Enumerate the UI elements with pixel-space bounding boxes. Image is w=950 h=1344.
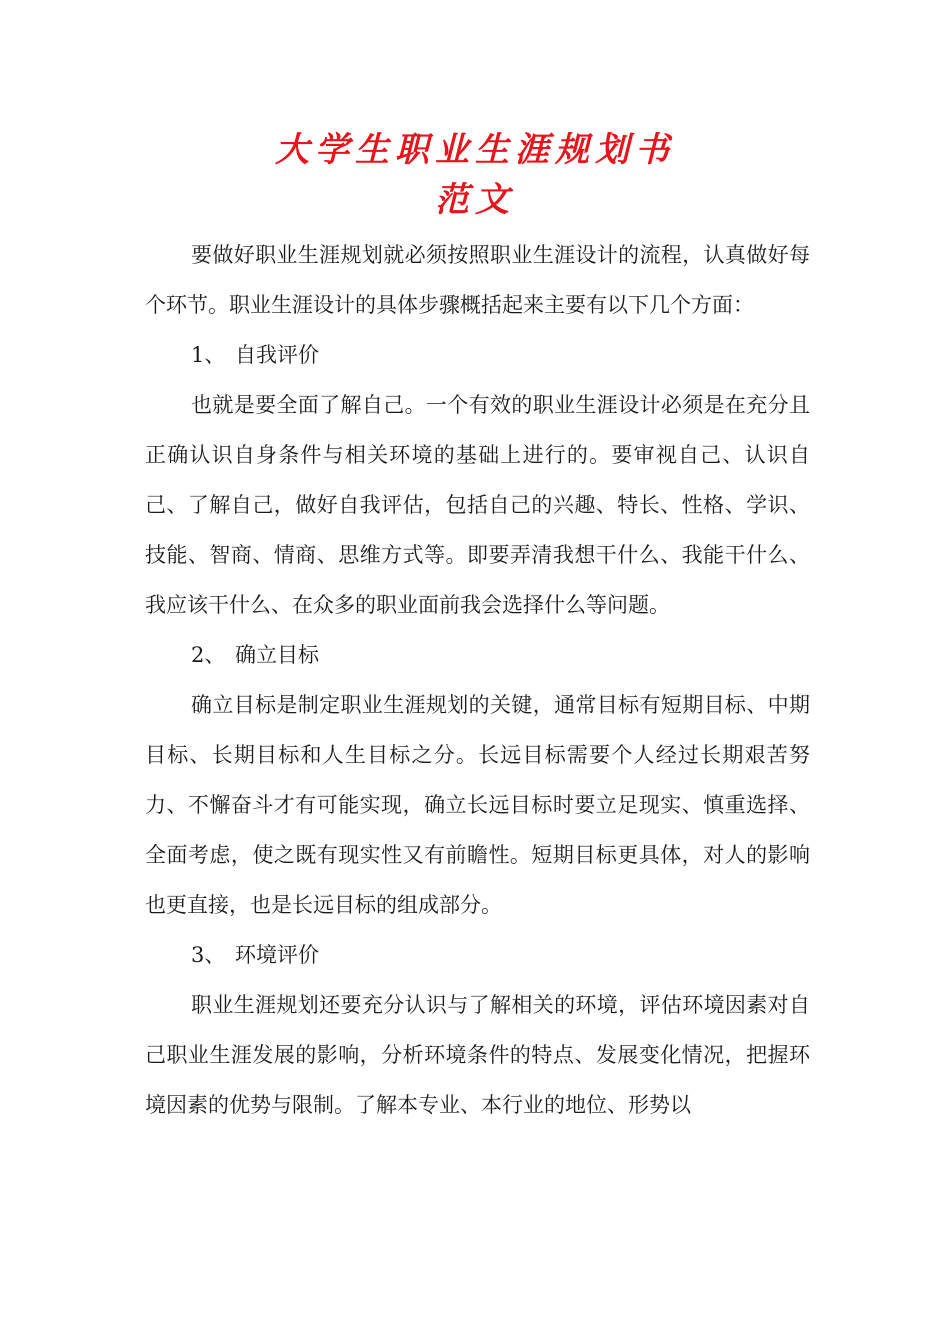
section-title: 环境评价 bbox=[235, 943, 319, 967]
section-title: 确立目标 bbox=[235, 643, 319, 667]
document-title: 大学生职业生涯规划书 bbox=[275, 130, 675, 170]
section-paragraph-3: 职业生涯规划还要充分认识与了解相关的环境，评估环境因素对自己职业生涯发展的影响，分析环境条件的特点、发展变化情况，把握环境因素的优势与限制。了解本专业、本行业的地位、形势以 bbox=[145, 993, 810, 1117]
intro-paragraph: 要做好职业生涯规划就必须按照职业生涯设计的流程，认真做好每个环节。职业生涯设计的具体步骤概括起来主要有以下几个方面： bbox=[145, 243, 810, 317]
document-body bbox=[145, 230, 810, 1130]
document-title-subline: 范文 bbox=[435, 180, 515, 220]
section-heading-2 bbox=[145, 630, 810, 680]
section-heading-3 bbox=[145, 930, 810, 980]
section-number: 3、 bbox=[191, 943, 226, 967]
section-number: 2、 bbox=[191, 643, 226, 667]
section-number: 1、 bbox=[191, 343, 226, 367]
section-paragraph-2: 确立目标是制定职业生涯规划的关键，通常目标有短期目标、中期目标、长期目标和人生目标之分。长远目标需要个人经过长期艰苦努力、不懈奋斗才有可能实现，确立长远目标时要立足现实、慎重选择、全面考虑，使之既有现实性又有前瞻性。短期目标更具体，对人的影响也更直接，也是长远目标的组成部分。 bbox=[145, 693, 810, 917]
section-title: 自我评价 bbox=[235, 343, 319, 367]
section-paragraph-1: 也就是要全面了解自己。一个有效的职业生涯设计必须是在充分且正确认识自身条件与相关环境的基础上进行的。要审视自己、认识自己、了解自己，做好自我评估，包括自己的兴趣、特长、性格、学识、技能、智商、情商、思维方式等。即要弄清我想干什么、我能干什么、我应该干什么、在众多的职业面前我会选择什么等问题。 bbox=[145, 393, 810, 617]
section-heading-1 bbox=[145, 330, 810, 380]
